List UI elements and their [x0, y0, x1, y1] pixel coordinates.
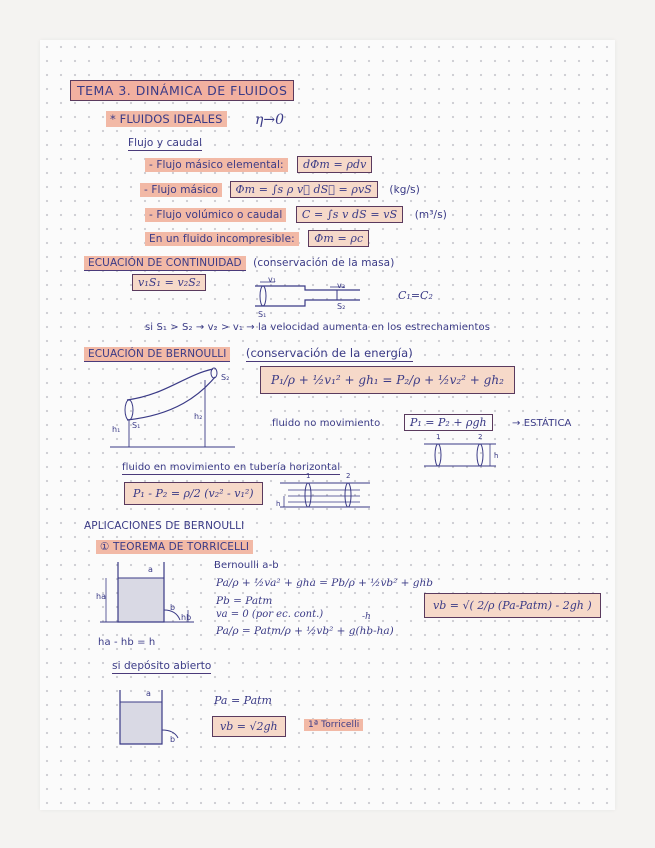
bernoulli-heading-row — [84, 346, 413, 360]
torricelli-line1: Pa/ρ + ½va² + gha = Pb/ρ + ½vb² + ghb — [216, 577, 433, 589]
static-pipe-diagram — [424, 440, 504, 470]
height-relation: ha - hb = h — [98, 637, 156, 648]
open-tank-diagram — [112, 688, 192, 753]
bern-label-s2: S₂ — [221, 373, 230, 382]
cont-label-v2: v₂ — [337, 281, 346, 290]
deposito-line1: Pa = Patm — [214, 694, 272, 707]
torricelli-line4-annotation: -h — [362, 612, 371, 622]
pipe-label-1: 1 — [306, 472, 311, 480]
pipe-label-2: 2 — [346, 472, 351, 480]
continuidad-note: si S₁ > S₂ → v₂ > v₁ → la velocidad aumenta en los estrechamientos — [145, 322, 491, 333]
fluidos-ideales-text: * FLUIDOS IDEALES — [106, 111, 227, 127]
open-tank-label-b: b — [170, 735, 176, 744]
primera-torricelli-label: 1ª Torricelli — [304, 719, 363, 731]
torricelli-heading: ① TEOREMA DE TORRICELLI — [96, 540, 253, 554]
eta-note: η→0 — [255, 112, 285, 128]
deposito-result: vb = √2gh — [212, 716, 286, 737]
cont-label-s2: S₂ — [337, 302, 346, 311]
flujo-masico-elemental-label: - Flujo másico elemental: — [145, 158, 288, 172]
pipe-label-h: h — [276, 500, 281, 508]
tank-label-hb: hb — [181, 613, 192, 622]
flujo-masico-units: (kg/s) — [389, 184, 420, 196]
torricelli-line2: Pb = Patm — [216, 595, 273, 607]
flujo-volumico-label: - Flujo volúmico o caudal — [145, 208, 286, 222]
fluidos-ideales-heading — [106, 112, 227, 126]
torricelli-heading-wrap — [96, 541, 253, 553]
aplicaciones-heading: APLICACIONES DE BERNOULLI — [84, 520, 245, 532]
flujo-masico-elemental-formula: dΦm = ρdv — [297, 156, 372, 173]
bern-label-s1: S₁ — [132, 421, 141, 430]
flujo-volumico-row — [145, 208, 447, 221]
estatica-label: → ESTÁTICA — [512, 418, 572, 429]
horizontal-pipe-diagram — [280, 478, 375, 512]
continuidad-heading-row — [84, 257, 394, 269]
bern-label-h2: h₂ — [194, 412, 203, 421]
flujo-volumico-formula: C = ∫s v dS = vS — [296, 206, 403, 223]
static-label-1: 1 — [436, 433, 441, 441]
static-label-2: 2 — [478, 433, 483, 441]
continuidad-heading: ECUACIÓN DE CONTINUIDAD — [84, 256, 246, 271]
tank-label-b: b — [170, 603, 176, 612]
deposito-label — [304, 720, 363, 730]
flujo-masico-elemental-row — [145, 158, 372, 171]
page-title: TEMA 3. DINÁMICA DE FLUIDOS — [70, 80, 294, 101]
torricelli-result: vb = √( 2/ρ (Pa-Patm) - 2gh ) — [424, 593, 601, 618]
tank-label-ha: ha — [96, 592, 107, 601]
torricelli-line3: va = 0 (por ec. cont.) — [216, 609, 324, 620]
bernoulli-formula: P₁/ρ + ½v₁² + gh₁ = P₂/ρ + ½v₂² + gh₂ — [260, 366, 515, 394]
incompresible-row — [145, 232, 369, 245]
flujo-volumico-units: (m³/s) — [414, 209, 447, 221]
open-tank-label-a: a — [146, 689, 152, 698]
continuidad-formula-wrap — [132, 276, 206, 289]
tank-label-a: a — [148, 565, 154, 574]
cont-label-v1: v₁ — [268, 275, 277, 284]
flujo-masico-label: - Flujo másico — [140, 183, 222, 197]
static-label-h: h — [494, 452, 499, 460]
torricelli-line4: Pa/ρ = Patm/ρ + ½vb² + g(hb-ha) — [216, 625, 394, 637]
sin-movimiento-label: fluido no movimiento — [272, 418, 381, 429]
sin-movimiento-formula: P₁ = P₂ + ρgh — [404, 414, 493, 431]
bern-label-h1: h₁ — [112, 425, 121, 434]
continuidad-result: C₁=C₂ — [398, 289, 433, 302]
incompresible-formula: Φm = ρc — [308, 230, 369, 247]
tuberia-label: fluido en movimiento en tubería horizontal — [122, 462, 341, 473]
bernoulli-subheading: (conservación de la energía) — [245, 346, 413, 360]
deposito-heading: si depósito abierto — [112, 660, 212, 672]
continuidad-subheading: (conservación de la masa) — [253, 257, 395, 269]
bernoulli-ab: Bernoulli a-b — [214, 560, 279, 571]
flujo-masico-row — [140, 183, 420, 196]
continuity-pipe-diagram — [235, 278, 365, 314]
bernoulli-heading: ECUACIÓN DE BERNOULLI — [84, 347, 230, 362]
flujo-caudal-subheading: Flujo y caudal — [128, 137, 203, 149]
flujo-masico-formula: Φm = ∫s ρ v⃗ dS⃗ = ρvS — [230, 181, 378, 198]
cont-label-s1: S₁ — [258, 310, 267, 319]
continuidad-formula: v₁S₁ = v₂S₂ — [132, 274, 206, 291]
tuberia-formula: P₁ - P₂ = ρ/2 (v₂² - v₁²) — [124, 482, 263, 505]
incompresible-label: En un fluido incompresible: — [145, 232, 299, 246]
